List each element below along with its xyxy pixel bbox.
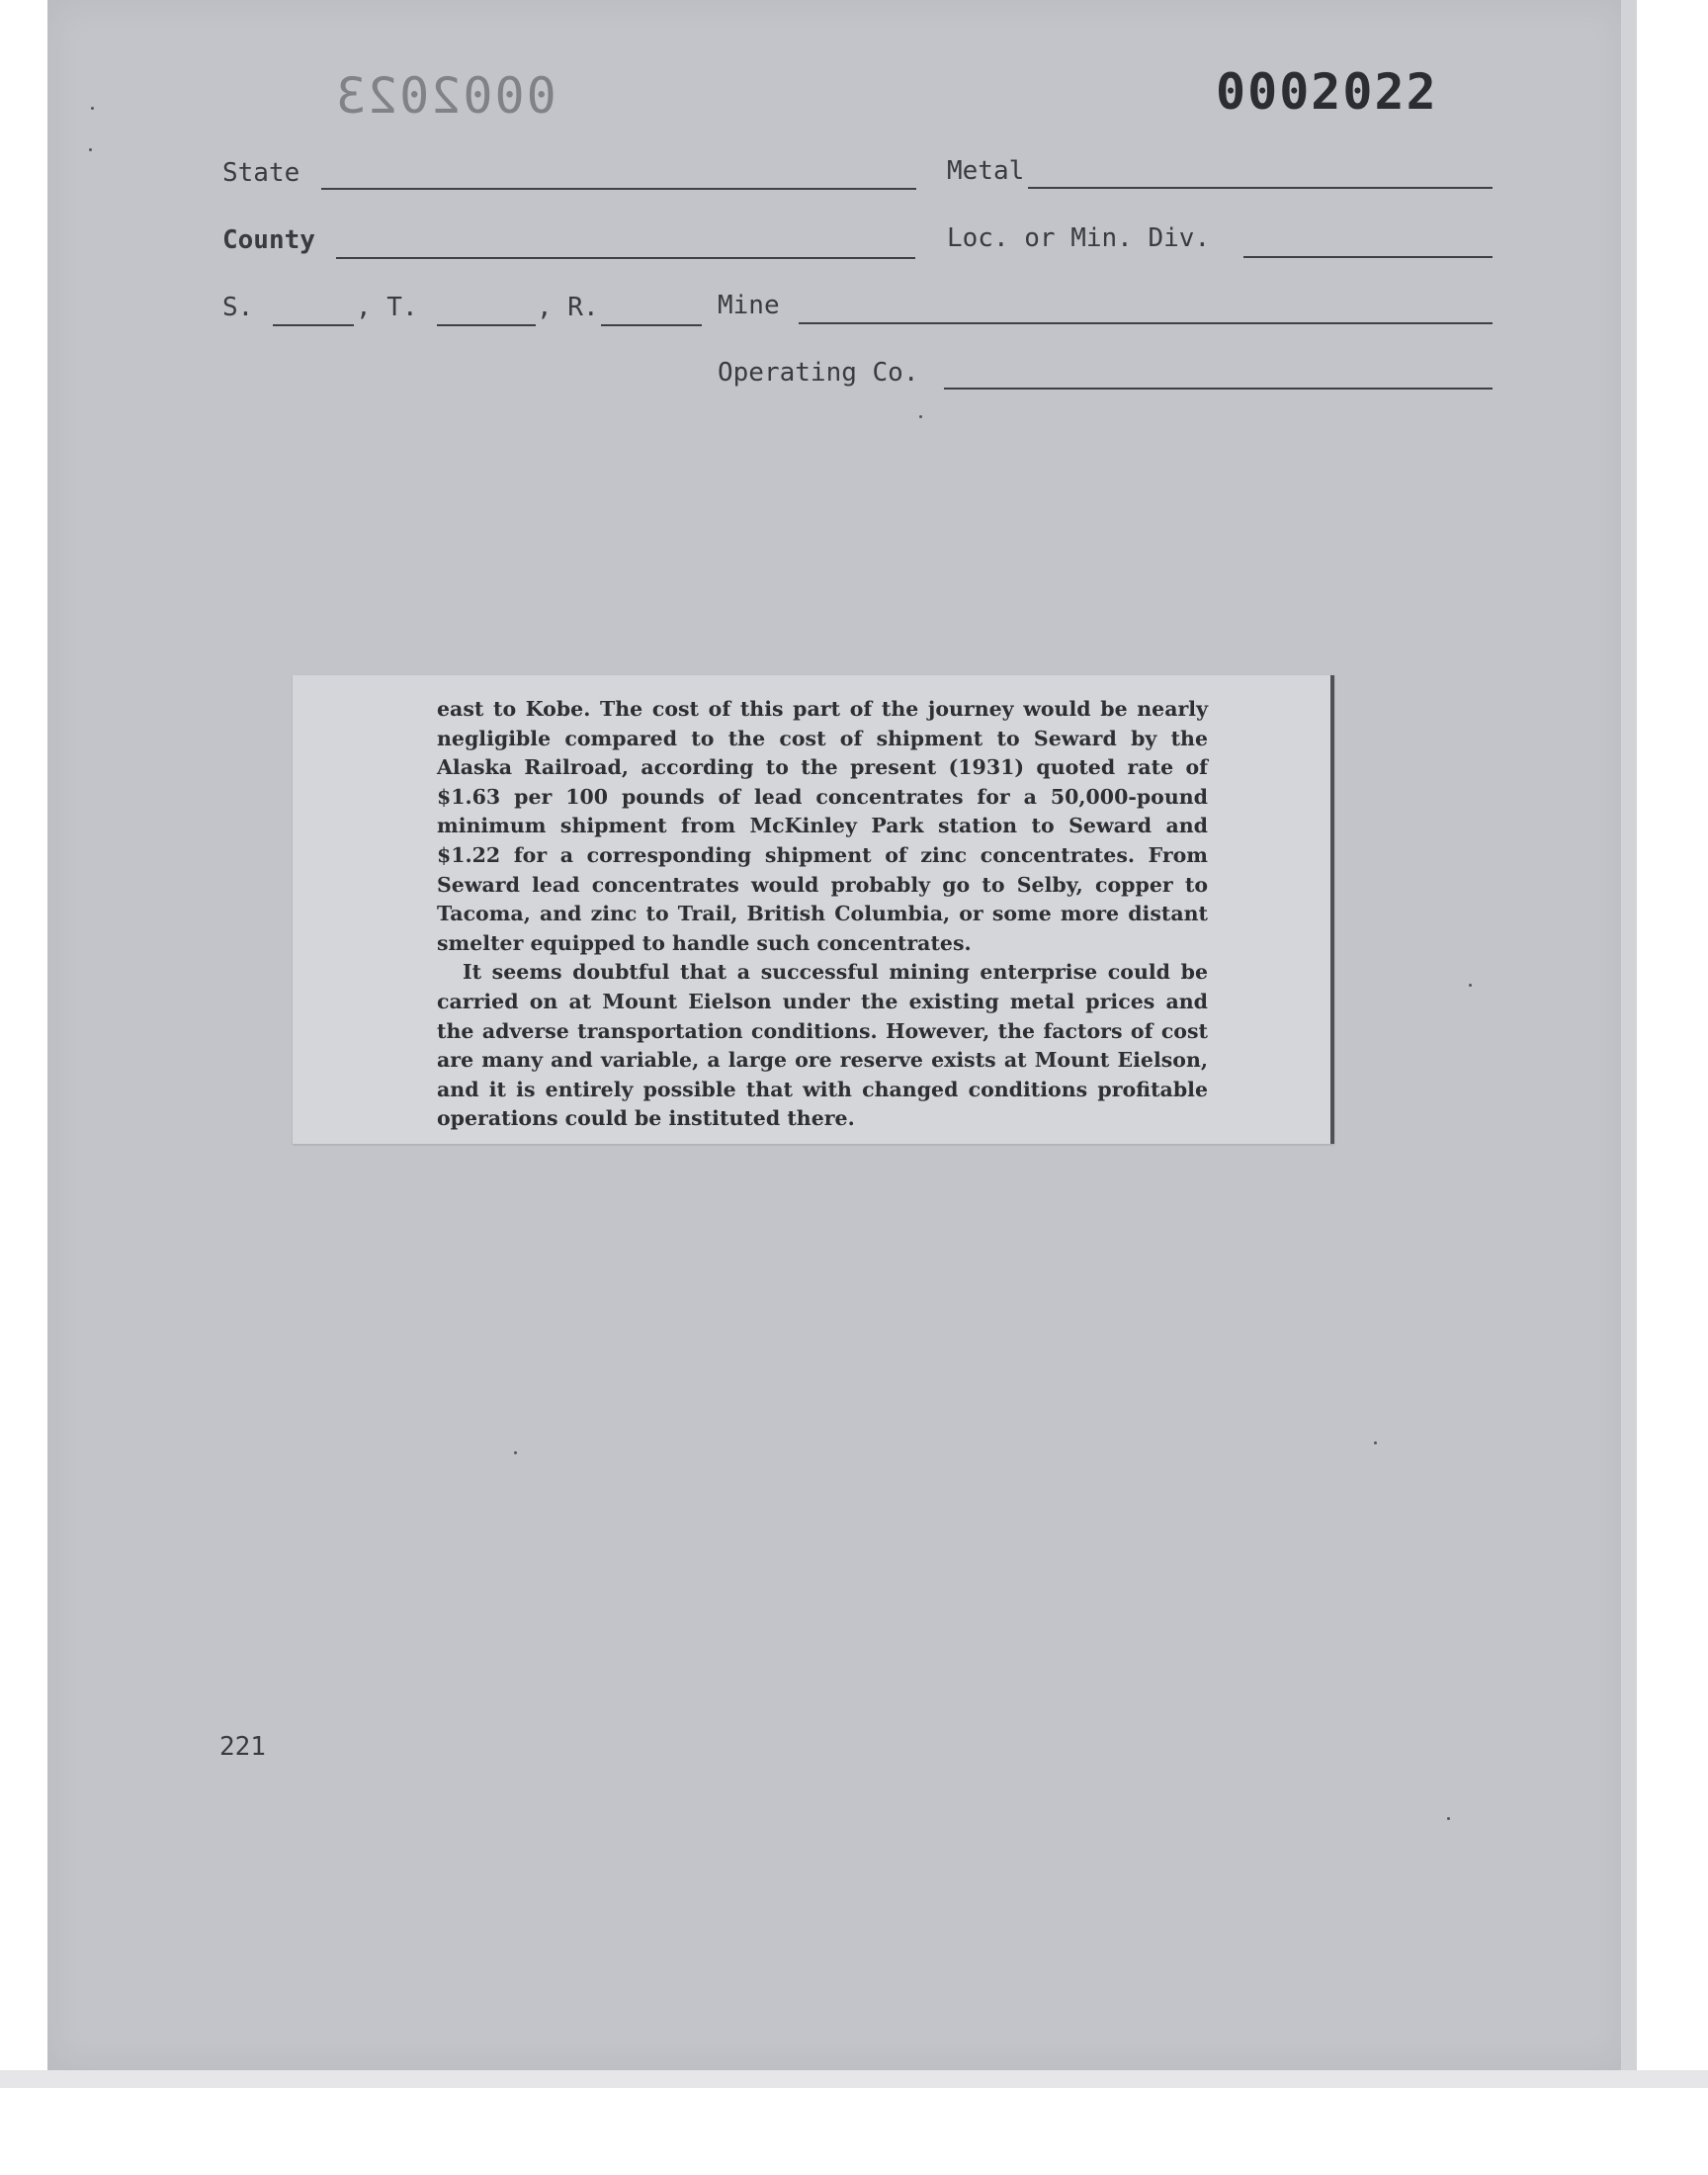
township-label: , T. [356,293,418,322]
range-field[interactable] [601,324,702,326]
loc-min-div-field[interactable] [1243,256,1493,258]
clipping-text [437,695,1208,1134]
metal-field[interactable] [1028,187,1493,189]
scan-speck [89,148,92,151]
page-bottom-strip [0,2070,1708,2088]
county-field[interactable] [336,257,915,259]
state-label: State [222,158,300,188]
clipping-paragraph-1: east to Kobe. The cost of this part of the journey would be nearly negligible compared to the cost of shipment to Seward by the Alaska Railroad, according to the present (1931) quoted rate of $1.63 per 100 pounds of lead concentrates for a 50,000-pound minimum shipment from McKinley Park station to Seward and $1.22 for a corresponding shipment of zinc concentrates. From Seward lead concentrates would probably go to Selby, copper to Tacoma, and zinc to Trail, British Columbia, or some more distant smelter equipped to handle such concentrates. [437,697,1208,955]
scan-speck [919,415,922,418]
scan-speck [91,107,94,110]
state-field[interactable] [321,188,916,190]
clipping-paragraph-2: It seems doubtful that a successful mining enterprise could be carried on at Mount Eielson under the existing metal prices and the adverse transportation conditions. However, the factors of cost are many and variable, a large ore reserve exists at Mount Eielson, and it is entirely possible that with changed conditions profitable operations could be instituted there. [437,960,1208,1131]
township-field[interactable] [437,324,536,326]
scan-speck [1374,1441,1377,1444]
operating-co-field[interactable] [944,388,1493,390]
pasted-clipping [293,675,1334,1144]
mirrored-number: 0002023 [334,67,556,125]
form-number: 0002022 [1216,63,1438,121]
scan-speck [1469,984,1472,987]
loc-min-div-label: Loc. or Min. Div. [947,223,1211,253]
page-number: 221 [219,1732,266,1762]
card-edge [1621,0,1637,2070]
mine-label: Mine [718,291,780,320]
scan-speck [1447,1817,1450,1820]
mine-field[interactable] [799,322,1493,324]
metal-label: Metal [947,156,1025,186]
section-label: S. [222,293,254,322]
operating-co-label: Operating Co. [718,358,919,388]
range-label: , R. [537,293,599,322]
county-label: County [222,225,315,255]
scan-speck [514,1451,517,1454]
section-field[interactable] [273,324,354,326]
